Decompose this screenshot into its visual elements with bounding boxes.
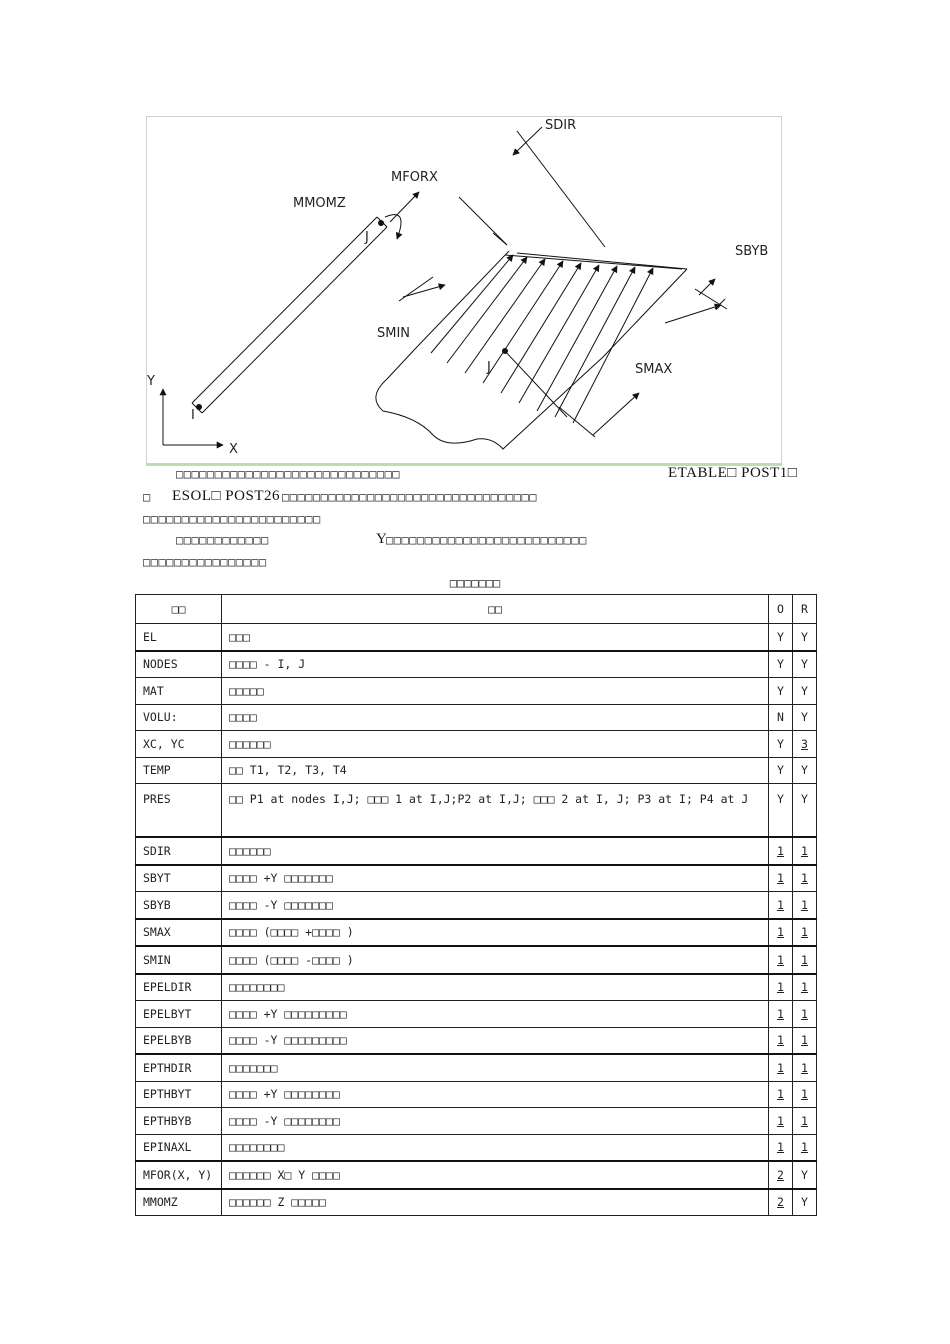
cell-o: 1 (769, 946, 793, 974)
cell-o: Y (769, 624, 793, 651)
node-i-dot (196, 404, 202, 410)
cell-o: 1 (769, 1027, 793, 1054)
cell-definition: □□□□ -Y □□□□□□□ (222, 892, 769, 919)
cell-o: 1 (769, 1001, 793, 1028)
header-r: R (793, 595, 817, 624)
cell-definition: □□ P1 at nodes I,J; □□□ 1 at I,J;P2 at I,J; □□□ 2 at I, J; P3 at I; P4 at J (222, 784, 769, 838)
force-arrow (390, 192, 419, 222)
cell-definition: □□□□ (□□□□ -□□□□ ) (222, 946, 769, 974)
cell-o: Y (769, 731, 793, 758)
cell-r: Y (793, 757, 817, 784)
smax-dimension (559, 407, 595, 437)
table-row (136, 837, 817, 865)
table-row (136, 1108, 817, 1135)
cell-o: 1 (769, 1081, 793, 1108)
cell-definition: □□□□ -Y □□□□□□□□ (222, 1108, 769, 1135)
cell-name: EPTHBYT (136, 1081, 222, 1108)
cell-name: EPELBYT (136, 1001, 222, 1028)
cell-o: 1 (769, 1108, 793, 1135)
cell-definition: □□□□□□ (222, 837, 769, 865)
paragraph-line-3: □□□□□□□□□□□□□□□□□□□□□□□ (143, 512, 321, 526)
beam-stress-figure (146, 116, 782, 466)
section-centerline (503, 349, 567, 417)
cell-definition: □□□□ -Y □□□□□□□□□ (222, 1027, 769, 1054)
label-sdir: SDIR (545, 118, 577, 133)
cell-r: 1 (793, 1081, 817, 1108)
cell-definition: □□□□□□□□ (222, 974, 769, 1001)
cell-r: Y (793, 651, 817, 678)
label-mmomz: MMOMZ (293, 196, 346, 211)
beam-diagram (147, 117, 781, 463)
cell-r: 1 (793, 1027, 817, 1054)
cell-name: PRES (136, 784, 222, 838)
header-definition: □□ (222, 595, 769, 624)
table-row (136, 946, 817, 974)
paragraph-line-1-suffix: ETABLE□ POST1□ (668, 465, 798, 481)
table-row (136, 1134, 817, 1161)
cell-name: SDIR (136, 837, 222, 865)
beam-element (192, 217, 387, 413)
label-smax: SMAX (635, 362, 673, 377)
smin-dimension (399, 277, 433, 301)
label-node-i: I (191, 408, 195, 423)
table-row (136, 757, 817, 784)
table-row (136, 1189, 817, 1216)
paragraph-line-4: □□□□□□□□□□□□ (176, 533, 269, 547)
cell-name: EL (136, 624, 222, 651)
cell-name: EPTHDIR (136, 1054, 222, 1081)
label-node-j-section: J (487, 360, 491, 375)
cell-o: 1 (769, 865, 793, 892)
cell-r: 1 (793, 865, 817, 892)
cell-definition: □□□□□□□ (222, 1054, 769, 1081)
label-smin: SMIN (377, 326, 411, 341)
table-row (136, 704, 817, 731)
table-row (136, 1161, 817, 1189)
cell-definition: □□□□ +Y □□□□□□□□ (222, 1081, 769, 1108)
paragraph-line-2-a: □ (143, 490, 151, 504)
cell-name: SBYT (136, 865, 222, 892)
table-row (136, 624, 817, 651)
cell-definition: □□□ (222, 624, 769, 651)
cell-r: 1 (793, 1054, 817, 1081)
cell-o: 2 (769, 1189, 793, 1216)
cell-r: Y (793, 1161, 817, 1189)
cell-r: Y (793, 624, 817, 651)
table-row (136, 1054, 817, 1081)
cell-r: Y (793, 1189, 817, 1216)
label-node-j-beam: J (365, 230, 369, 245)
table-row (136, 892, 817, 919)
cell-name: EPELBYB (136, 1027, 222, 1054)
cell-name: NODES (136, 651, 222, 678)
table-row (136, 784, 817, 838)
paragraph-line-1: □□□□□□□□□□□□□□□□□□□□□□□□□□□□□ (176, 467, 401, 481)
cell-r: 1 (793, 837, 817, 865)
table-row (136, 1081, 817, 1108)
cell-r: 1 (793, 892, 817, 919)
table-caption: □□□□□□□ (449, 576, 501, 590)
cell-name: EPINAXL (136, 1134, 222, 1161)
cell-o: Y (769, 784, 793, 838)
cell-o: N (769, 704, 793, 731)
cell-r: 1 (793, 1001, 817, 1028)
sdir-dimension (517, 131, 605, 247)
cell-r: Y (793, 678, 817, 705)
table-row (136, 865, 817, 892)
cell-definition: □□□□ (222, 704, 769, 731)
cell-name: VOLU: (136, 704, 222, 731)
cell-definition: □□□□□ (222, 678, 769, 705)
header-name: □□ (136, 595, 222, 624)
cell-o: 1 (769, 837, 793, 865)
cell-o: Y (769, 678, 793, 705)
cell-name: MAT (136, 678, 222, 705)
stress-arrows (415, 251, 687, 423)
cell-r: Y (793, 704, 817, 731)
output-definition-table (135, 594, 817, 1216)
section-outline (376, 269, 687, 449)
cell-o: 1 (769, 1134, 793, 1161)
cell-o: 1 (769, 1054, 793, 1081)
paragraph-line-2-b: ESOL□ POST26 (172, 488, 280, 504)
cell-name: SMIN (136, 946, 222, 974)
paragraph-line-4-suffix: □□□□□□□□□□□□□□□□□□□□□□□□□□ (386, 533, 587, 547)
table-header-row (136, 595, 817, 624)
cell-name: MMOMZ (136, 1189, 222, 1216)
table-body (136, 624, 817, 1216)
node-j-section-dot (502, 348, 508, 354)
cell-definition: □□□□□□ X□ Y □□□□ (222, 1161, 769, 1189)
table-row (136, 1001, 817, 1028)
table-row (136, 731, 817, 758)
cell-name: XC, YC (136, 731, 222, 758)
cell-definition: □□□□□□ (222, 731, 769, 758)
cell-o: 1 (769, 919, 793, 947)
sbyb-dimension (695, 289, 727, 309)
table-row (136, 974, 817, 1001)
cell-o: 2 (769, 1161, 793, 1189)
cell-o: Y (769, 651, 793, 678)
cell-definition: □□□□□□□□ (222, 1134, 769, 1161)
node-j-beam-dot (378, 220, 384, 226)
cell-r: 3 (793, 731, 817, 758)
cell-name: MFOR(X, Y) (136, 1161, 222, 1189)
label-mforx: MFORX (391, 170, 438, 185)
cell-r: 1 (793, 946, 817, 974)
cell-name: EPTHBYB (136, 1108, 222, 1135)
cell-o: Y (769, 757, 793, 784)
header-o: O (769, 595, 793, 624)
paragraph-line-4-mid: Y (376, 531, 388, 547)
cell-r: 1 (793, 919, 817, 947)
label-axis-y: Y (147, 374, 155, 389)
cell-definition: □□□□ +Y □□□□□□□□□ (222, 1001, 769, 1028)
cell-definition: □□□□ +Y □□□□□□□ (222, 865, 769, 892)
cell-definition: □□□□□□ Z □□□□□ (222, 1189, 769, 1216)
cell-name: SMAX (136, 919, 222, 947)
cell-r: 1 (793, 1134, 817, 1161)
cell-name: EPELDIR (136, 974, 222, 1001)
cell-name: SBYB (136, 892, 222, 919)
table-row (136, 1027, 817, 1054)
label-sbyb: SBYB (735, 244, 769, 259)
table-row (136, 678, 817, 705)
cell-o: 1 (769, 892, 793, 919)
label-axis-x: X (229, 442, 238, 457)
cell-o: 1 (769, 974, 793, 1001)
paragraph-line-2-c: □□□□□□□□□□□□□□□□□□□□□□□□□□□□□□□□□ (282, 490, 537, 504)
cell-r: 1 (793, 1108, 817, 1135)
cell-definition: □□□□ (□□□□ +□□□□ ) (222, 919, 769, 947)
cell-definition: □□□□ - I, J (222, 651, 769, 678)
table-row (136, 919, 817, 947)
cell-r: Y (793, 784, 817, 838)
table-row (136, 651, 817, 678)
cell-definition: □□ T1, T2, T3, T4 (222, 757, 769, 784)
cell-name: TEMP (136, 757, 222, 784)
paragraph-line-5: □□□□□□□□□□□□□□□□ (143, 555, 267, 569)
cell-r: 1 (793, 974, 817, 1001)
